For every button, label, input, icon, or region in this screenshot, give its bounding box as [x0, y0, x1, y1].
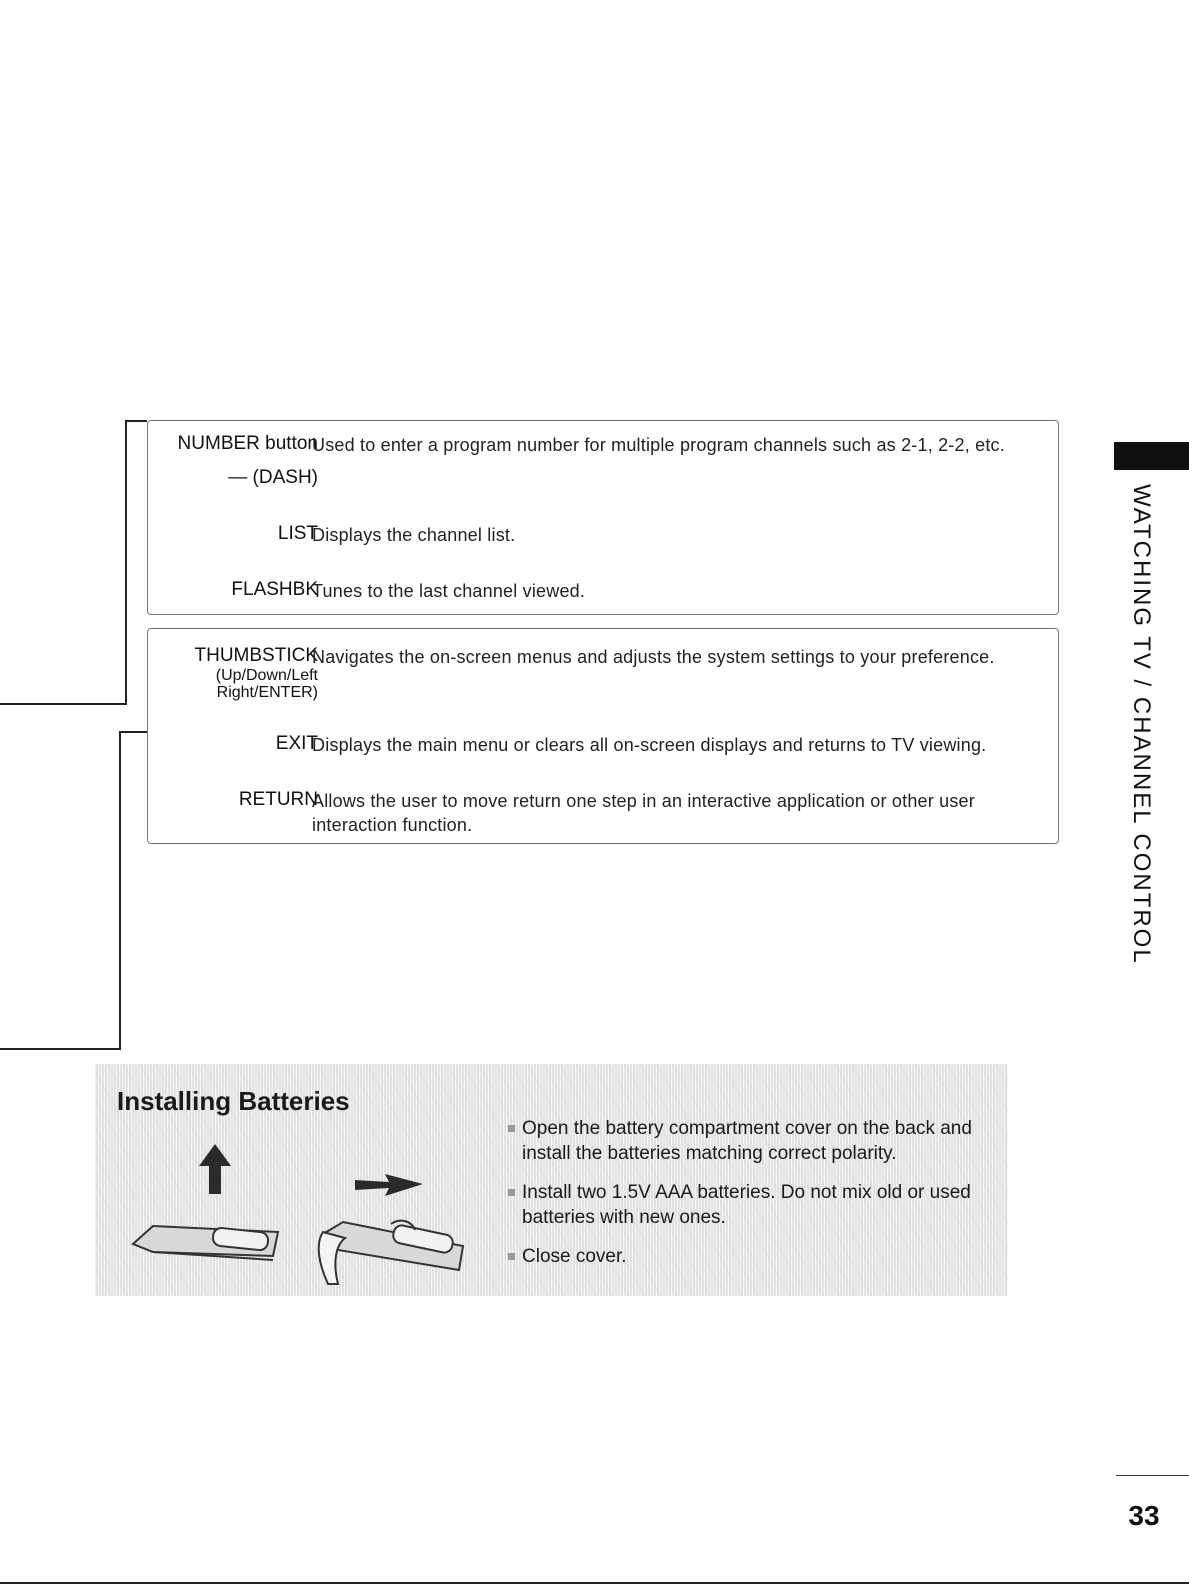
leader-line-2-bottom — [0, 1048, 121, 1050]
arrow-right-icon — [355, 1174, 423, 1196]
label-list: LIST — [277, 523, 318, 544]
page-number: 33 — [1128, 1500, 1160, 1531]
navigation-buttons-box — [147, 628, 1059, 844]
desc-list: Displays the channel list. — [312, 525, 516, 545]
leader-line-2-top — [119, 731, 147, 733]
label-thumbstick — [148, 645, 318, 701]
leader-line-1-vertical — [125, 420, 127, 705]
leader-line-2-vertical — [119, 731, 121, 1050]
leader-line-1-bottom — [0, 703, 127, 705]
label-flashbk: FLASHBK — [231, 579, 318, 600]
arrow-up-icon — [199, 1144, 231, 1194]
desc-number-button: Used to enter a program number for multiple program channels such as 2-1, 2-2, etc. — [312, 435, 1005, 455]
chapter-side-title: WATCHING TV / CHANNEL CONTROL — [1128, 484, 1155, 965]
chapter-tab-marker — [1114, 442, 1189, 470]
label-thumbstick-main: THUMBSTICK — [194, 645, 318, 666]
label-thumbstick-sub-2: Right/ENTER) — [216, 684, 318, 701]
installing-batteries-panel — [95, 1064, 1008, 1296]
leader-line-1-top — [125, 420, 147, 422]
desc-flashbk: Tunes to the last channel viewed. — [312, 581, 586, 601]
number-buttons-box — [147, 420, 1059, 615]
desc-exit: Displays the main menu or clears all on-screen displays and returns to TV viewing. — [312, 735, 987, 755]
battery-step-1: Open the battery compartment cover on the back and install the batteries matching correct polarity. — [508, 1116, 998, 1166]
battery-step-2: Install two 1.5V AAA batteries. Do not mix old or used batteries with new ones. — [508, 1180, 998, 1230]
label-dash: — (DASH) — [228, 467, 318, 488]
battery-step-3: Close cover. — [508, 1244, 998, 1269]
batteries-title: Installing Batteries — [117, 1086, 350, 1116]
bottom-rule — [0, 1582, 1189, 1584]
remote-control-icon — [133, 1226, 278, 1260]
label-return: RETURN — [238, 789, 318, 810]
desc-thumbstick: Navigates the on-screen menus and adjusts the system settings to your preference. — [312, 647, 995, 667]
remote-battery-illustration — [123, 1134, 473, 1294]
batteries-steps-list — [508, 1116, 998, 1283]
desc-return: Allows the user to move return one step in an interactive application or other user interaction function. — [312, 791, 975, 835]
remote-control-with-hand-icon — [319, 1221, 463, 1284]
label-number-button: NUMBER button — [177, 433, 318, 454]
page-number-rule — [1116, 1475, 1189, 1476]
label-thumbstick-sub-1: (Up/Down/Left — [215, 667, 318, 684]
label-exit: EXIT — [275, 733, 318, 754]
